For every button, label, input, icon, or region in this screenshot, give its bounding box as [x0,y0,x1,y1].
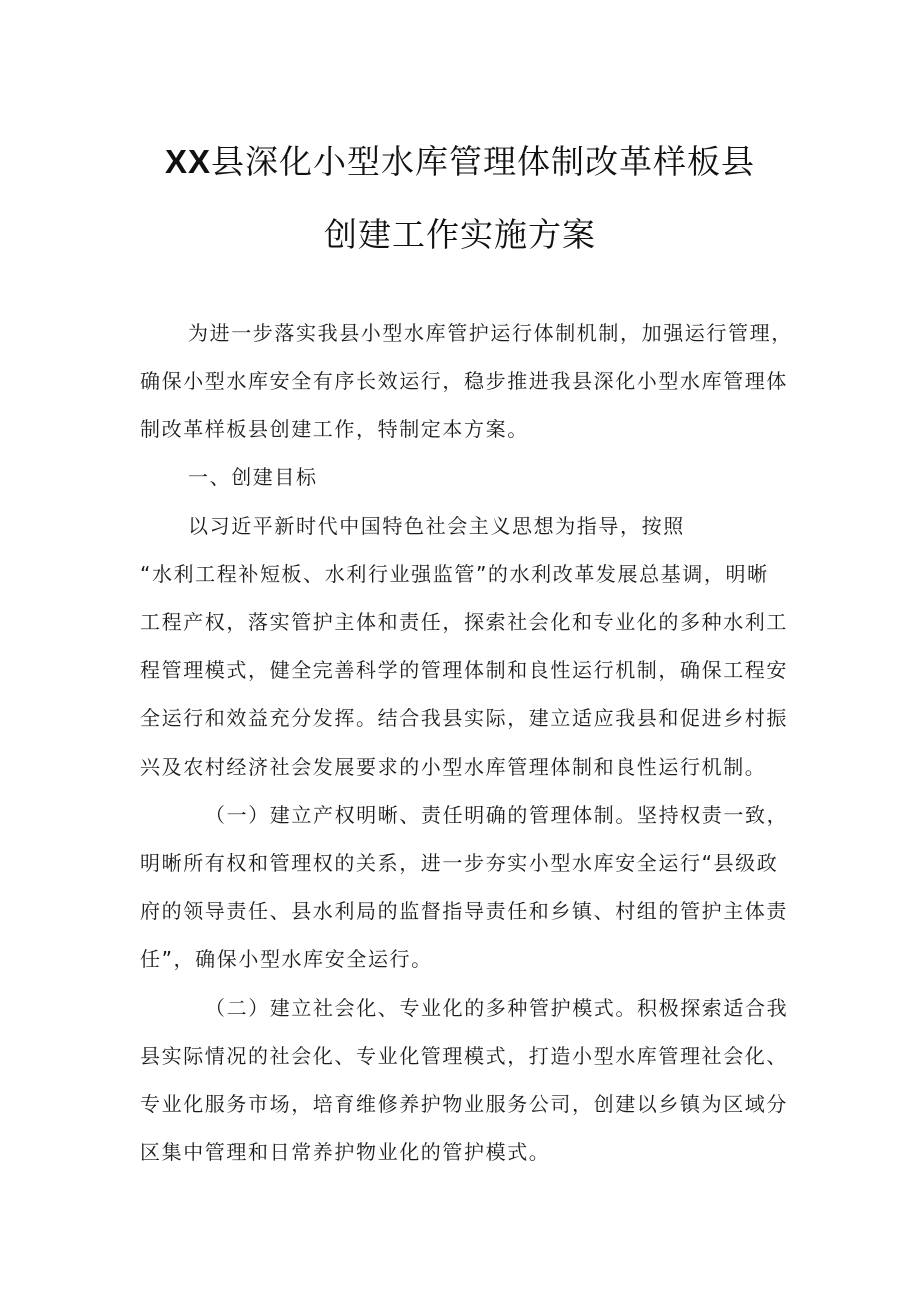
paragraph-item-1-line: 任”，确保小型水库安全运行。 [140,947,433,971]
paragraph-goals-line: 兴及农村经济社会发展要求的小型水库管理体制和良性运行机制。 [140,755,767,779]
paragraph-item-2-line: （二）建立社会化、专业化的多种管护模式。积极探索适合我 [205,996,789,1020]
paragraph-goals-line: 全运行和效益充分发挥。结合我县实际，建立适应我县和促进乡村振 [140,706,788,730]
paragraph-item-2-line: 专业化服务市场，培育维修养护物业服务公司，创建以乡镇为区域分 [140,1092,788,1116]
paragraph-goals-line: 以习近平新时代中国特色社会主义思想为指导，按照 [188,514,685,538]
paragraph-goals-line: 工程产权，落实管护主体和责任，探索社会化和专业化的多种水利工 [140,610,788,634]
paragraph-intro-line: 为进一步落实我县小型水库管护运行体制机制，加强运行管理， [188,321,793,345]
document-title-line-2: 创建工作实施方案 [324,215,596,254]
paragraph-intro-line: 确保小型水库安全有序长效运行，稳步推进我县深化小型水库管理体 [140,369,788,393]
paragraph-item-2-line: 县实际情况的社会化、专业化管理模式，打造小型水库管理社会化、 [140,1044,788,1068]
paragraph-item-1-line: （一）建立产权明晰、责任明确的管理体制。坚持权责一致， [205,803,789,827]
title-prefix: XX [164,143,212,180]
document-title-line-1 [0,136,920,183]
paragraph-item-1-line: 明晰所有权和管理权的关系，进一步夯实小型水库安全运行“县级政 [140,851,779,875]
section-heading-goals: 一、创建目标 [188,465,318,489]
paragraph-intro-line: 制改革样板县创建工作，特制定本方案。 [140,417,529,441]
paragraph-goals-line: 程管理模式，健全完善科学的管理体制和良性运行机制，确保工程安 [140,658,788,682]
paragraph-item-1-line: 府的领导责任、县水利局的监督指导责任和乡镇、村组的管护主体责 [140,899,788,923]
title-line-1-text: 县深化小型水库管理体制改革样板县 [211,142,756,181]
paragraph-goals-line: “水利工程补短板、水利行业强监管”的水利改革发展总基调，明晰 [140,562,769,586]
paragraph-item-2-line: 区集中管理和日常养护物业化的管护模式。 [140,1140,551,1164]
